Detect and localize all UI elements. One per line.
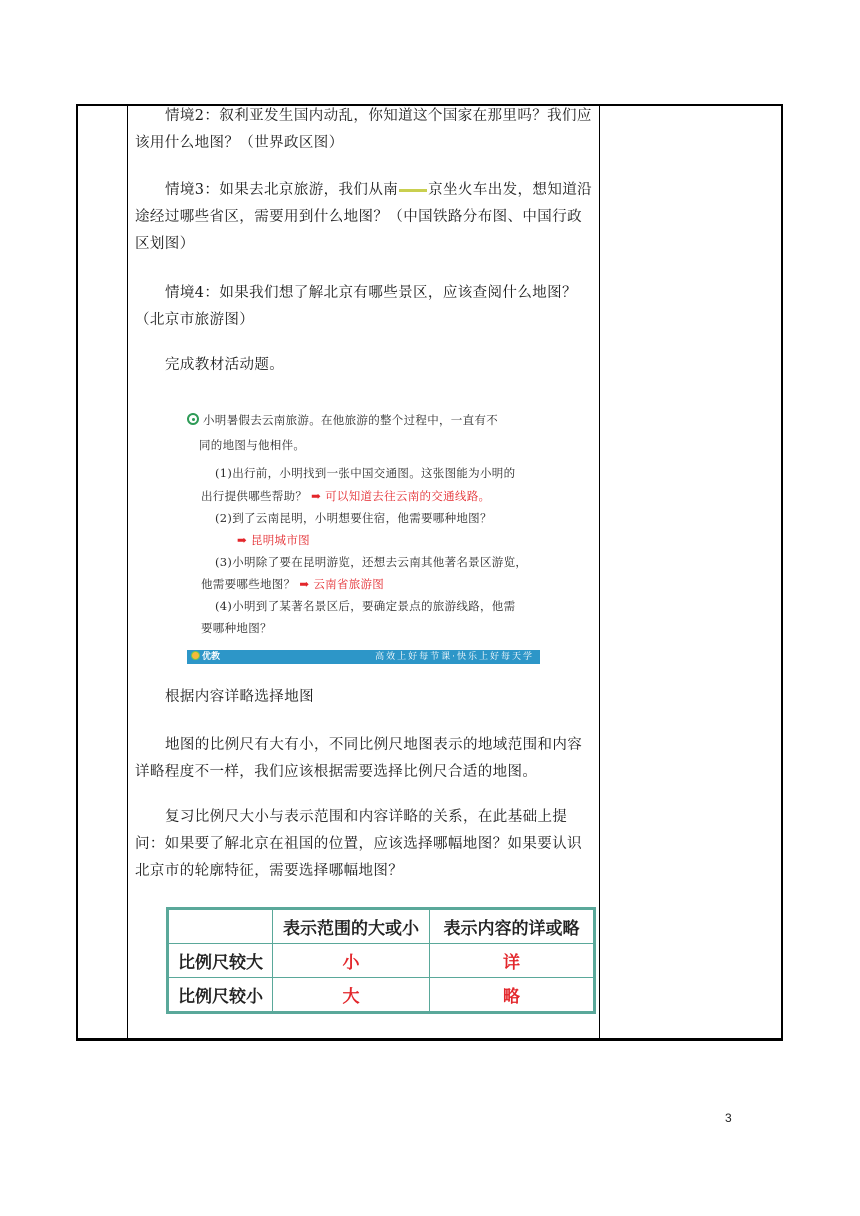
row-label: 比例尺较小 [168, 978, 273, 1013]
range-cell: 小 [273, 943, 430, 978]
scale-comparison-table [166, 907, 596, 1014]
tb-answer-2: 昆明城市图 [250, 533, 310, 547]
tb-question-2: (2)到了云南昆明，小明想要住宿，他需要哪种地图？ [215, 511, 492, 525]
publisher-slogan: 高效上好每节课·快乐上好每天学 [375, 652, 534, 662]
page-number: 3 [725, 1111, 732, 1125]
tb-intro-line-1: 小明暑假去云南旅游。在他旅游的整个过程中，一直有不 [203, 413, 498, 427]
scenario-4-paragraph: 情境4：如果我们想了解北京有哪些景区，应该查阅什么地图？（北京市旅游图） [135, 285, 577, 328]
table-row [168, 978, 595, 1013]
tb-question-3b [201, 576, 384, 592]
table-header-cell: 表示内容的详或略 [430, 909, 595, 944]
table-row [168, 943, 595, 978]
scenario-3-paragraph [135, 177, 593, 258]
tb-intro-line-2: 同的地图与他相伴。 [199, 438, 306, 452]
activity-instruction: 完成教材活动题。 [165, 357, 285, 373]
tb-question-1a: (1)出行前，小明找到一张中国交通图。这张图能为小明的 [215, 466, 516, 480]
tb-question-4b: 要哪种地图？ [201, 621, 272, 635]
detail-cell: 详 [430, 943, 595, 978]
scenario-2-paragraph: 情境2：叙利亚发生国内动乱，你知道这个国家在那里吗？我们应该用什么地图？（世界政区图） [135, 108, 592, 151]
publisher-logo [191, 650, 220, 664]
tb-question-1b-text: 出行提供哪些帮助？ [201, 489, 308, 503]
table-header-cell [168, 909, 273, 944]
textbook-activity-image [187, 410, 540, 663]
logo-icon [191, 651, 200, 660]
row-label: 比例尺较大 [168, 943, 273, 978]
range-cell: 大 [273, 978, 430, 1013]
scenario-3-text-a: 情境3：如果去北京旅游，我们从南 [165, 182, 399, 198]
tb-question-4a: (4)小明到了某著名景区后，要确定景点的旅游线路，他需 [215, 599, 516, 613]
arrow-icon: ➡ [299, 577, 310, 591]
publisher-banner [187, 650, 540, 664]
review-question-paragraph: 复习比例尺大小与表示范围和内容详略的关系，在此基础上提问：如果要了解北京在祖国的位置，应该选择哪幅地图？如果要认识北京市的轮廓特征，需要选择哪幅地图？ [135, 809, 582, 879]
table-header-cell: 表示范围的大或小 [273, 909, 430, 944]
tb-question-3a: (3)小明除了要在昆明游览，还想去云南其他著名景区游览， [215, 555, 528, 569]
column-divider-right [599, 106, 600, 1038]
tb-answer-3: 云南省旅游图 [313, 577, 385, 591]
column-divider-left [127, 106, 128, 1038]
scenario-3-text-b: 京坐火车出发，想知道沿途经过哪些省区，需要用到什么地图？（中国铁路分布图、中国行政区划图） [135, 182, 593, 252]
arrow-icon: ➡ [237, 533, 247, 547]
tb-answer-2-line [237, 532, 310, 548]
tb-question-3b-text: 他需要哪些地图？ [201, 577, 296, 591]
section-heading: 根据内容详略选择地图 [165, 689, 314, 705]
table-header-row [168, 909, 595, 944]
arrow-icon: ➡ [311, 489, 322, 503]
scale-explanation-paragraph: 地图的比例尺有大有小，不同比例尺地图表示的地域范围和内容详略程度不一样，我们应该根据需要选择比例尺合适的地图。 [135, 737, 583, 780]
activity-icon [187, 413, 199, 425]
publisher-logo-text: 优教 [202, 652, 221, 662]
detail-cell: 略 [430, 978, 595, 1013]
tb-answer-1: 可以知道去往云南的交通线路。 [325, 489, 491, 503]
tb-question-1b [201, 488, 490, 504]
fill-blank-mark [399, 189, 427, 192]
